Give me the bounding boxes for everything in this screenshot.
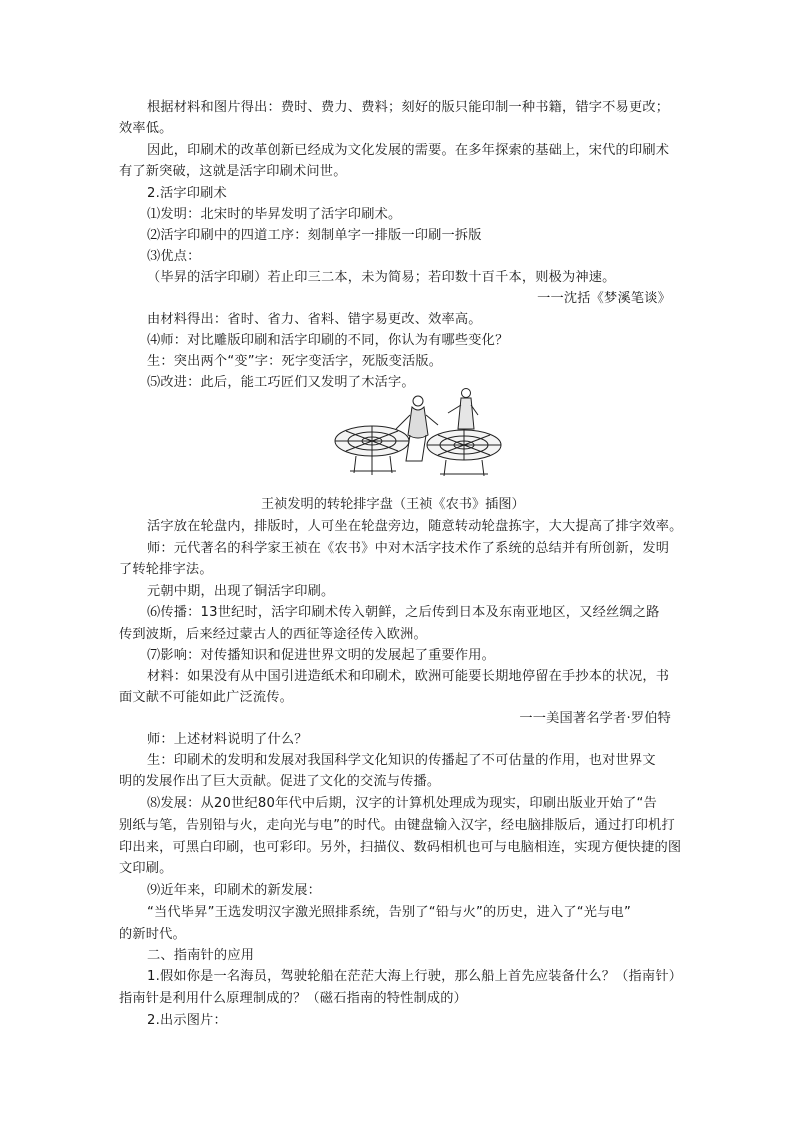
quote-attribution: 一一美国著名学者·罗伯特	[519, 711, 671, 726]
text-line: 指南针是利用什么原理制成的？（磁石指南的特性制成的）	[119, 991, 468, 1006]
text-line: 元朝中期，出现了铜活字印刷。	[147, 584, 335, 599]
text-line: 生：印刷术的发明和发展对我国科学文化知识的传播起了不可估量的作用，也对世界文	[147, 753, 656, 768]
text-line: 活字放在轮盘内，排版时，人可坐在轮盘旁边，随意转动轮盘拣字，大大提高了排字效率。	[147, 519, 683, 534]
text-line: 了转轮排字法。	[119, 562, 213, 577]
text-line: ⑻发展：从20世纪80年代中后期，汉字的计算机处理成为现实，印刷出版业开始了“告	[147, 796, 657, 811]
text-line: 传到波斯，后来经过蒙古人的西征等途径传入欧洲。	[119, 627, 427, 642]
text-line: 因此，印刷术的改革创新已经成为文化发展的需要。在多年探索的基础上，宋代的印刷术	[147, 143, 670, 158]
text-line: ⑸改进：此后，能工巧匠们又发明了木活字。	[147, 375, 415, 390]
text-line: 2.出示图片：	[147, 1013, 227, 1028]
text-line: 明的发展作出了巨大贡献。促进了文化的交流与传播。	[119, 774, 441, 789]
text-line: 根据材料和图片得出：费时、费力、费料；刻好的版只能印制一种书籍，错字不易更改；	[147, 100, 670, 115]
text-line: 生：突出两个“变”字：死字变活字，死版变活版。	[147, 354, 443, 369]
text-line: 印出来，可黑白印刷，也可彩印。另外，扫描仪、数码相机也可与电脑相连，实现方便快捷的图	[119, 840, 682, 855]
text-line: 由材料得出：省时、省力、省料、错字易更改、效率高。	[147, 312, 482, 327]
figure-caption: 王祯发明的转轮排字盘（王祯《农书》插图）	[261, 497, 525, 512]
text-line: 效率低。	[119, 121, 173, 136]
quote-attribution: 一一沈括《梦溪笔谈》	[537, 291, 671, 306]
quote-line: 面文献不可能如此广泛流传。	[119, 690, 294, 705]
text-line: ⑵活字印刷中的四道工序：刻制单字一排版一印刷一拆版	[147, 228, 482, 243]
text-line: 师：元代著名的科学家王祯在《农书》中对木活字技术作了系统的总结并有所创新，发明	[147, 541, 670, 556]
quote-line: （毕昇的活字印刷）若止印三二本，未为简易；若印数十百千本，则极为神速。	[147, 270, 616, 285]
text-line: 文印刷。	[119, 861, 173, 876]
quote-line: 材料：如果没有从中国引进造纸术和印刷术，欧洲可能要长期地停留在手抄本的状况，书	[147, 669, 670, 684]
text-line: 师：上述材料说明了什么？	[147, 732, 308, 747]
text-line: “当代毕昇”王选发明汉字激光照排系统，告别了“铅与火”的历史，进入了“光与电”	[147, 905, 631, 920]
text-line: ⑴发明：北宋时的毕昇发明了活字印刷术。	[147, 207, 402, 222]
text-line: ⑼近年来，印刷术的新发展：	[147, 883, 322, 898]
text-line: 1.假如你是一名海员，驾驶轮船在茫茫大海上行驶，那么船上首先应装备什么？（指南针）	[147, 969, 683, 984]
text-line: 有了新突破，这就是活字印刷术问世。	[119, 164, 347, 179]
section-heading: 二、指南针的应用	[147, 948, 255, 963]
text-line: ⑹传播：13世纪时，活字印刷术传入朝鲜，之后传到日本及东南亚地区，又经丝绸之路	[147, 605, 660, 620]
section-heading: 2.活字印刷术	[147, 186, 227, 201]
text-line: ⑶优点：	[147, 249, 201, 264]
type-wheel-illustration	[332, 385, 504, 479]
text-line: 别纸与笔，告别铅与火，走向光与电”的时代。由键盘输入汉字，经电脑排版后，通过打印机打	[119, 818, 675, 833]
text-line: 的新时代。	[119, 927, 186, 942]
text-line: ⑷师：对比雕版印刷和活字印刷的不同，你认为有哪些变化？	[147, 333, 509, 348]
text-line: ⑺影响：对传播知识和促进世界文明的发展起了重要作用。	[147, 648, 496, 663]
